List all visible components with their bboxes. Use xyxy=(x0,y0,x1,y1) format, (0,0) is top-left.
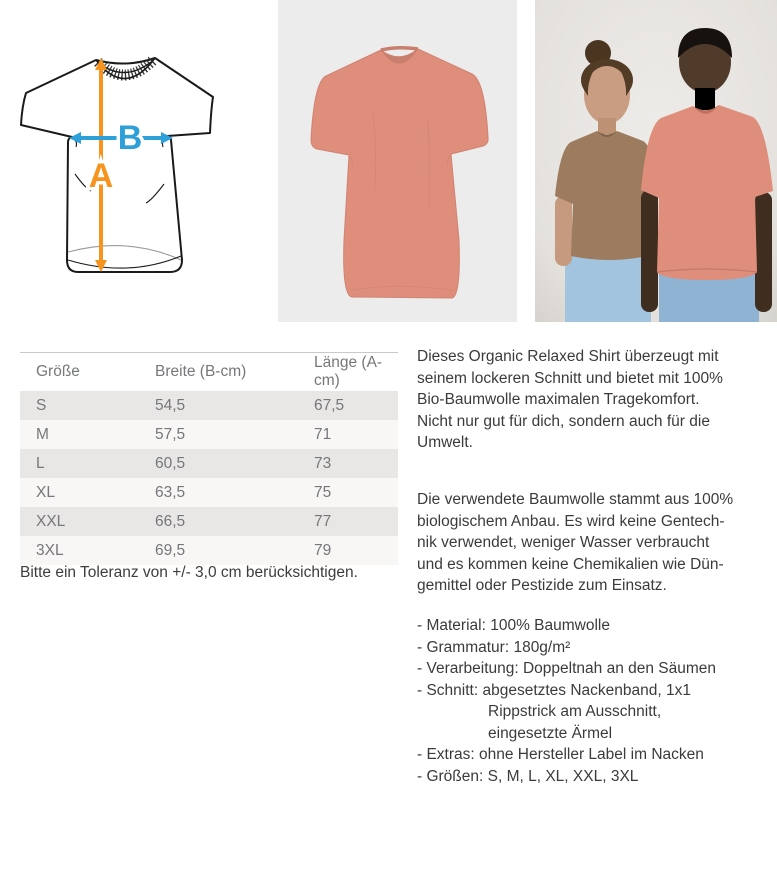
text-line: biologischem Anbau. Es wird keine Gentech- xyxy=(417,512,725,530)
label-b: B xyxy=(117,119,143,157)
male-shirt xyxy=(641,105,773,280)
text-line: seinem lockeren Schnitt und bietet mit 100% xyxy=(417,369,723,387)
label-a: A xyxy=(88,157,114,195)
cell-size: M xyxy=(36,425,49,443)
cell-breite: 54,5 xyxy=(155,396,186,414)
text-line: gemittel oder Pestizide zum Einsatz. xyxy=(417,577,667,594)
spec-schnitt-cont: Rippstrick am Ausschnitt, xyxy=(488,703,662,720)
table-row-xxl xyxy=(20,507,398,536)
cell-laenge: 75 xyxy=(314,483,332,501)
female-jeans xyxy=(565,250,651,322)
tolerance-note: Bitte ein Toleranz von +/- 3,0 cm berücksichtigen. xyxy=(20,564,358,581)
table-row-s xyxy=(20,391,398,420)
table-row-l xyxy=(20,449,398,478)
tshirt-outline xyxy=(21,58,213,272)
text-line: Nicht nur gut für dich, sondern auch für die xyxy=(417,412,710,430)
cell-laenge: 67,5 xyxy=(314,396,345,414)
cell-laenge: 71 xyxy=(314,425,332,443)
size-diagram xyxy=(18,46,242,286)
text-line: Die verwendete Baumwolle stammt aus 100% xyxy=(417,491,734,508)
cell-size: S xyxy=(36,396,47,414)
spec-groessen: - Größen: S, M, L, XL, XXL, 3XL xyxy=(417,767,639,785)
cell-breite: 60,5 xyxy=(155,454,186,472)
male-left-arm xyxy=(641,190,658,312)
male-right-arm xyxy=(755,192,772,312)
cell-size: XXL xyxy=(36,512,66,530)
text-line: Dieses Organic Relaxed Shirt überzeugt mit xyxy=(417,348,719,365)
cell-laenge: 77 xyxy=(314,512,332,530)
spec-schnitt: - Schnitt: abgesetztes Nackenband, 1x1 xyxy=(417,681,691,699)
col-header-laenge: Länge (A-cm) xyxy=(296,353,398,392)
spec-grammatur: - Grammatur: 180g/m² xyxy=(417,638,571,656)
cell-size: L xyxy=(36,454,45,472)
spec-schnitt-cont: eingesetzte Ärmel xyxy=(488,724,613,742)
table-row-xl xyxy=(20,478,398,507)
spec-extras: - Extras: ohne Hersteller Label im Nacken xyxy=(417,746,704,763)
cell-breite: 66,5 xyxy=(155,512,186,530)
description-paragraph-2 xyxy=(417,489,733,597)
cell-breite: 63,5 xyxy=(155,483,186,501)
col-header-groesse: Größe xyxy=(20,353,137,392)
size-table-header-row xyxy=(20,353,398,392)
size-table xyxy=(20,352,398,565)
product-photo xyxy=(278,0,517,322)
text-line: nik verwendet, weniger Wasser verbraucht xyxy=(417,534,710,551)
description-paragraph-1 xyxy=(417,346,723,454)
text-line: Bio-Baumwolle maximalen Tragekomfort. xyxy=(417,391,700,408)
cell-laenge: 73 xyxy=(314,454,332,472)
table-row-3xl xyxy=(20,536,398,565)
models-photo xyxy=(535,0,777,322)
female-neck xyxy=(598,118,616,134)
cell-size: 3XL xyxy=(36,541,64,559)
cell-laenge: 79 xyxy=(314,541,332,559)
text-line: und es kommen keine Chemikalien wie Dün- xyxy=(417,555,724,573)
spec-verarbeitung: - Verarbeitung: Doppeltnah an den Säumen xyxy=(417,660,717,677)
table-row-m xyxy=(20,420,398,449)
spec-list xyxy=(417,615,716,787)
spec-material: - Material: 100% Baumwolle xyxy=(417,617,610,634)
text-line: Umwelt. xyxy=(417,434,473,451)
col-header-breite: Breite (B-cm) xyxy=(137,353,296,392)
cell-breite: 57,5 xyxy=(155,425,186,443)
cell-breite: 69,5 xyxy=(155,541,186,559)
female-left-arm xyxy=(555,196,572,266)
cell-size: XL xyxy=(36,483,55,501)
male-neck xyxy=(695,88,715,110)
